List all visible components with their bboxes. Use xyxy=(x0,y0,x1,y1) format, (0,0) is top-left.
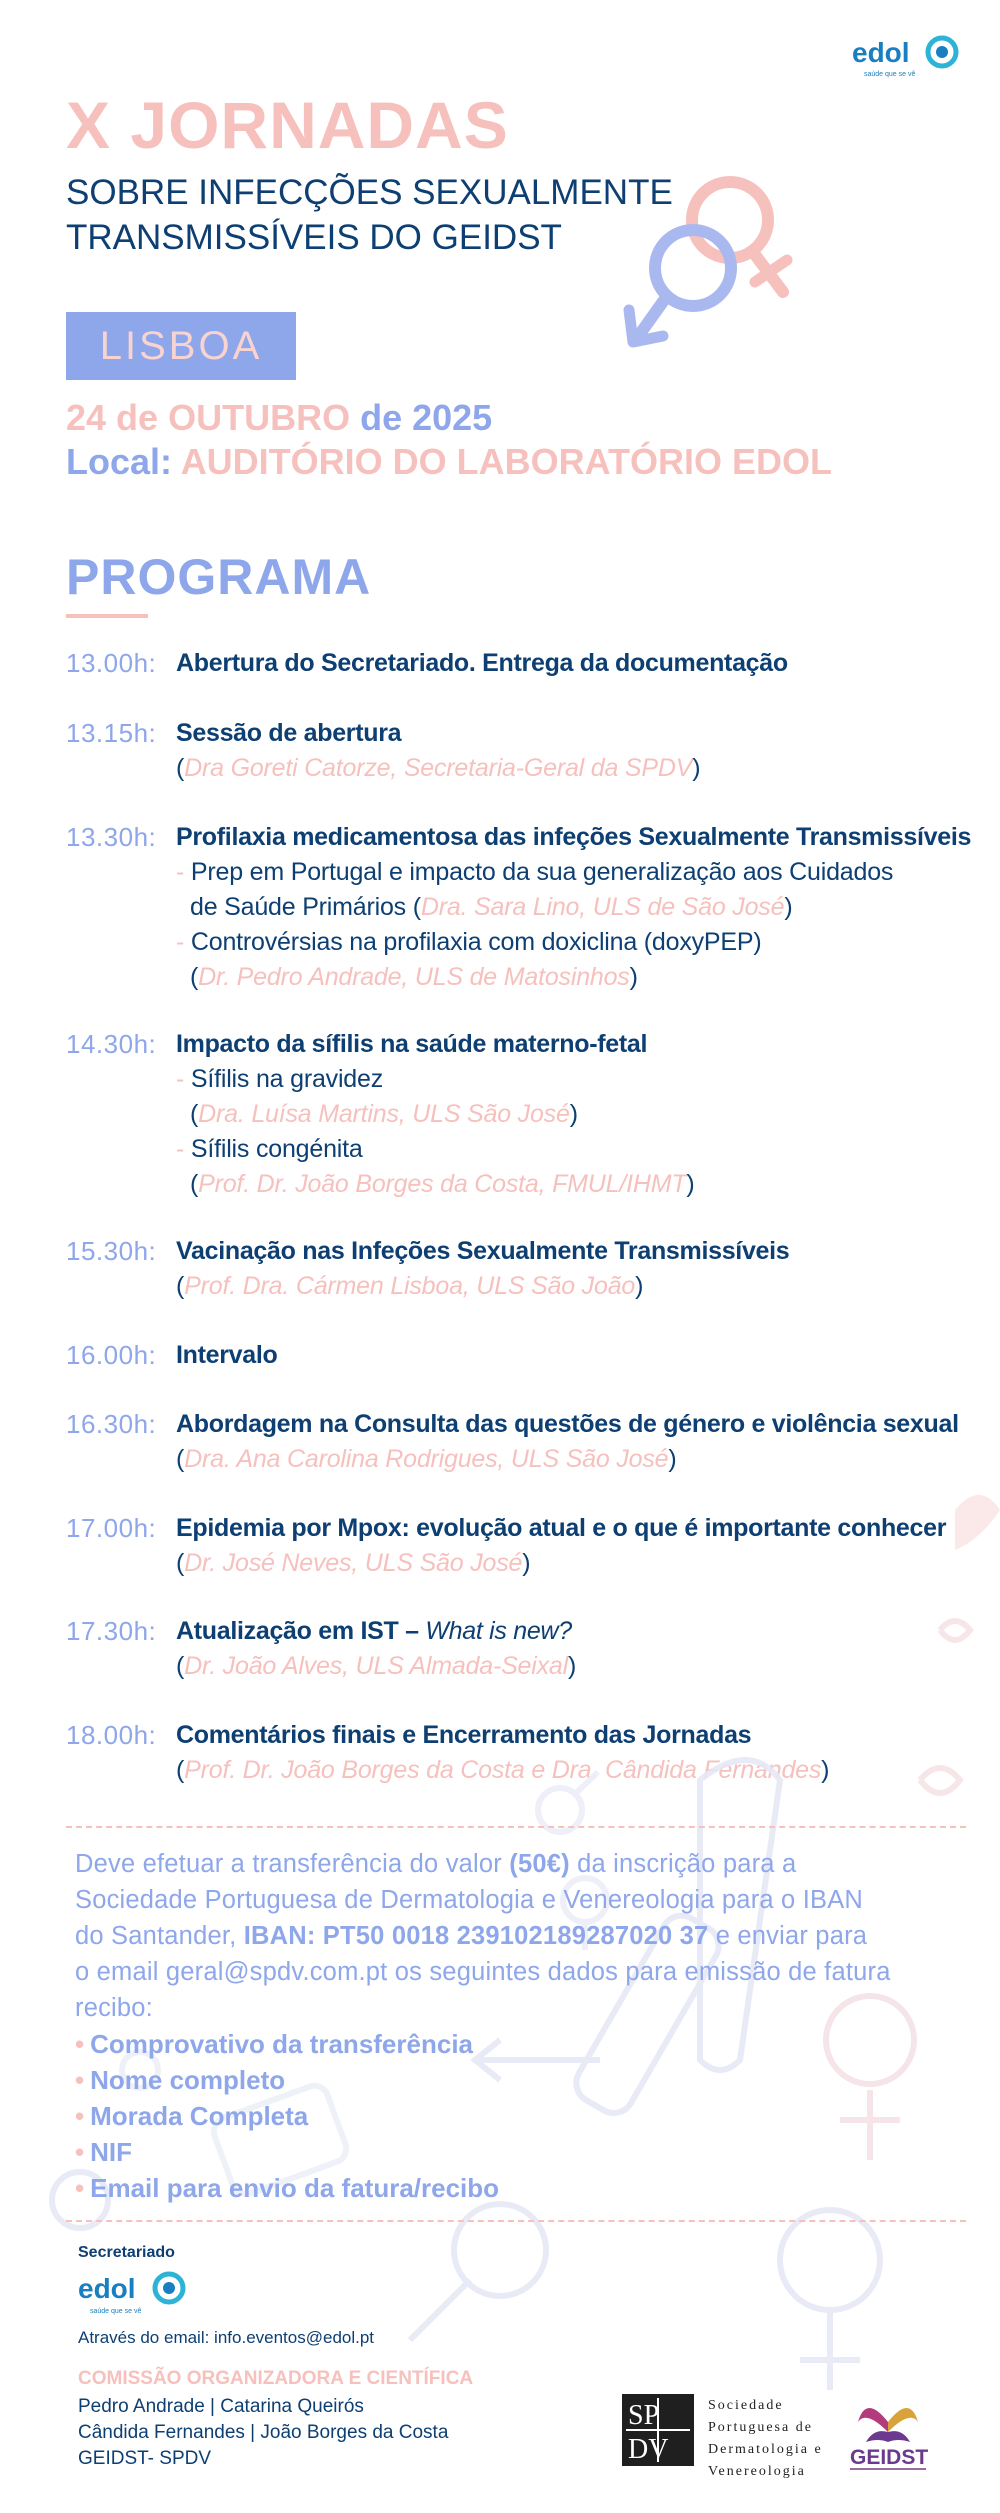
session-speaker: (Dr. José Neves, ULS São José) xyxy=(176,1549,531,1577)
edol-logo-text: edol xyxy=(78,2273,136,2304)
session-title: Intervalo xyxy=(176,1341,278,1369)
geidst-logo-text: GEIDST xyxy=(850,2446,928,2469)
session-title: Vacinação nas Infeções Sexualmente Transmissíveis xyxy=(176,1237,790,1265)
session-time: 17.30h: xyxy=(66,1616,157,1646)
committee-line: Pedro Andrade | Catarina Queirós xyxy=(78,2396,364,2417)
session-speaker: (Prof. Dra. Cármen Lisboa, ULS São João) xyxy=(176,1272,644,1300)
session-subitem: - Sífilis na gravidez xyxy=(176,1065,384,1093)
dashed-divider xyxy=(66,1826,966,1828)
date-month: OUTUBRO xyxy=(168,397,351,438)
spdv-logo xyxy=(622,2394,694,2466)
session-speaker: (Dr. Pedro Andrade, ULS de Matosinhos) xyxy=(190,963,638,991)
edol-tagline: saúde que se vê xyxy=(90,2308,142,2315)
session-time: 14.30h: xyxy=(66,1029,157,1059)
session-time: 13.00h: xyxy=(66,648,157,678)
session-subitem: - Controvérsias na profilaxia com doxiclina (doxyPEP) xyxy=(176,928,762,956)
edol-logo-text: edol xyxy=(852,37,910,68)
list-item: • Email para envio da fatura/recibo xyxy=(75,2170,499,2206)
edol-logo xyxy=(76,2268,188,2318)
session-time: 16.30h: xyxy=(66,1409,157,1439)
session-speaker: (Dra. Ana Carolina Rodrigues, ULS São José) xyxy=(176,1445,677,1473)
city-label: LISBOA xyxy=(99,324,263,368)
session-title: Comentários finais e Encerramento das Jornadas xyxy=(176,1721,752,1749)
session-time: 13.15h: xyxy=(66,718,157,748)
edol-tagline: saúde que se vê xyxy=(864,71,916,78)
list-item: • NIF xyxy=(75,2134,499,2170)
session-title: Sessão de abertura xyxy=(176,719,402,747)
session-time: 13.30h: xyxy=(66,822,157,852)
session-speaker: (Prof. Dr. João Borges da Costa e Dra. Cândida Fernandes) xyxy=(176,1756,830,1784)
secretariado-label: Secretariado xyxy=(78,2244,175,2261)
edol-logo xyxy=(850,32,960,80)
session-title: Abertura do Secretariado. Entrega da documentação xyxy=(176,649,788,677)
date-day: 24 de xyxy=(66,397,159,438)
session-title: Atualização em IST – What is new? xyxy=(176,1617,572,1645)
committee-line: GEIDST- SPDV xyxy=(78,2448,212,2469)
session-subitem: de Saúde Primários (Dra. Sara Lino, ULS de São José) xyxy=(190,893,793,921)
session-speaker: (Dra Goreti Catorze, Secretaria-Geral da SPDV) xyxy=(176,754,701,782)
session-time: 18.00h: xyxy=(66,1720,157,1750)
session-subitem: - Prep em Portugal e impacto da sua generalização aos Cuidados xyxy=(176,858,894,886)
spdv-logo-bottom: DV xyxy=(628,2434,669,2465)
committee-title: COMISSÃO ORGANIZADORA E CIENTÍFICA xyxy=(78,2368,474,2389)
event-subtitle xyxy=(66,170,706,260)
dashed-divider xyxy=(66,2220,966,2222)
session-title: Impacto da sífilis na saúde materno-fetal xyxy=(176,1030,648,1058)
secretariado-email: Através do email: info.eventos@edol.pt xyxy=(78,2328,375,2347)
list-item: • Comprovativo da transferência xyxy=(75,2026,499,2062)
subtitle-line-2: TRANSMISSÍVEIS DO GEIDST xyxy=(66,218,562,257)
subtitle-line-1: SOBRE INFECÇÕES SEXUALMENTE xyxy=(66,173,673,212)
required-data-list xyxy=(75,2026,499,2206)
session-title: Profilaxia medicamentosa das infeções Sexualmente Transmissíveis xyxy=(176,823,972,851)
session-time: 15.30h: xyxy=(66,1236,157,1266)
event-date xyxy=(66,396,492,440)
payment-instructions: Deve efetuar a transferência do valor (50€) da inscrição para a Sociedade Portuguesa de Dermatologia e Venereologia para o IBAN do Santander, IBAN: PT50 0018 239102189287020 37 e enviar para o email geral@spdv.com.pt os seguintes dados para emissão de fatura recibo: xyxy=(75,1850,891,2022)
location-label: Local: xyxy=(66,441,173,482)
session-time: 17.00h: xyxy=(66,1513,157,1543)
gender-symbols-icon xyxy=(615,170,815,355)
event-title: X JORNADAS xyxy=(66,88,509,162)
session-title: Abordagem na Consulta das questões de género e violência sexual xyxy=(176,1410,959,1438)
geidst-logo xyxy=(848,2392,928,2474)
session-speaker: (Dr. João Alves, ULS Almada-Seixal) xyxy=(176,1652,577,1680)
programa-title: PROGRAMA xyxy=(66,549,372,605)
location-value: AUDITÓRIO DO LABORATÓRIO EDOL xyxy=(180,441,832,482)
list-item: • Nome completo xyxy=(75,2062,499,2098)
spdv-logo-top: SP xyxy=(628,2400,660,2431)
list-item: • Morada Completa xyxy=(75,2098,499,2134)
session-speaker: (Dra. Luísa Martins, ULS São José) xyxy=(190,1100,578,1128)
session-speaker: (Prof. Dr. João Borges da Costa, FMUL/IHMT) xyxy=(190,1170,695,1198)
session-subitem: - Sífilis congénita xyxy=(176,1135,363,1163)
spdv-name: Sociedade Portuguesa de Dermatologia e Venereologia xyxy=(708,2398,823,2479)
programa-underline xyxy=(66,614,148,618)
event-location xyxy=(66,440,832,484)
city-badge xyxy=(66,312,296,380)
session-time: 16.00h: xyxy=(66,1340,157,1370)
date-year: de 2025 xyxy=(360,397,493,438)
committee-line: Cândida Fernandes | João Borges da Costa xyxy=(78,2422,449,2443)
session-title: Epidemia por Mpox: evolução atual e o que é importante conhecer xyxy=(176,1514,947,1542)
